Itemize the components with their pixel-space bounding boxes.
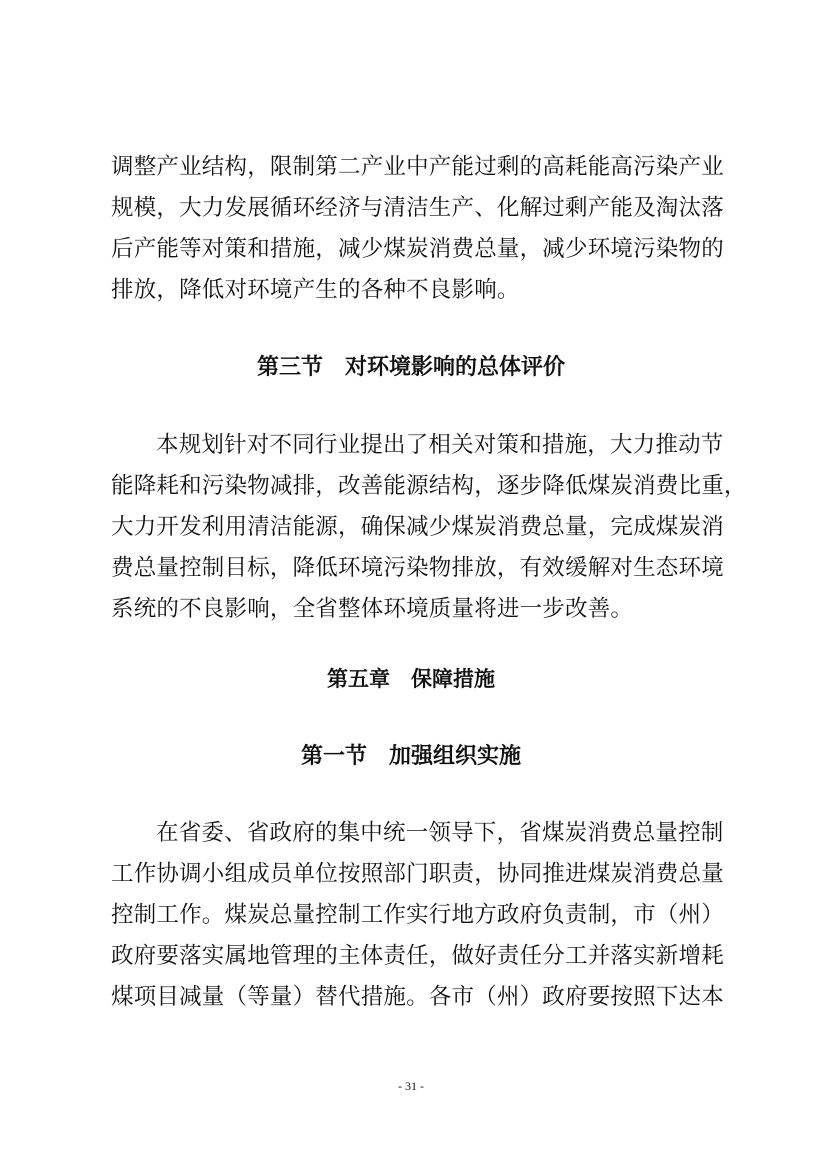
section-heading-organization: 第一节 加强组织实施 (300, 743, 521, 769)
paragraph-line: 大力开发利用清洁能源，确保减少煤炭消费总量，完成煤炭消 (111, 514, 724, 540)
paragraph-line: 费总量控制目标，降低环境污染物排放，有效缓解对生态环境 (111, 555, 724, 581)
paragraph-line: 政府要落实属地管理的主体责任，做好责任分工并落实新增耗 (111, 943, 724, 969)
paragraph-industry-structure (111, 147, 724, 311)
paragraph-organization (111, 813, 724, 1018)
paragraph-line: 能降耗和污染物减排，改善能源结构，逐步降低煤炭消费比重， (111, 473, 747, 499)
paragraph-line: 排放，降低对环境产生的各种不良影响。 (111, 277, 520, 303)
paragraph-line: 控制工作。煤炭总量控制工作实行地方政府负责制，市（州） (111, 902, 724, 928)
paragraph-line: 本规划针对不同行业提出了相关对策和措施，大力推动节 (156, 432, 724, 458)
paragraph-line: 规模，大力发展循环经济与清洁生产、化解过剩产能及淘汰落 (111, 195, 724, 221)
page-number: - 31 - (398, 1079, 424, 1093)
paragraph-overall-assessment (111, 425, 747, 630)
paragraph-line: 工作协调小组成员单位按照部门职责，协同推进煤炭消费总量 (111, 861, 724, 887)
chapter-heading-safeguards: 第五章 保障措施 (327, 667, 495, 691)
paragraph-line: 后产能等对策和措施，减少煤炭消费总量，减少环境污染物的 (111, 236, 724, 262)
paragraph-line: 调整产业结构，限制第二产业中产能过剩的高耗能高污染产业 (111, 154, 724, 180)
paragraph-line: 在省委、省政府的集中统一领导下，省煤炭消费总量控制 (156, 820, 724, 846)
paragraph-line: 系统的不良影响，全省整体环境质量将进一步改善。 (111, 596, 634, 622)
section-heading-overall-assessment: 第三节 对环境影响的总体评价 (256, 354, 565, 380)
paragraph-line: 煤项目减量（等量）替代措施。各市（州）政府要按照下达本 (111, 984, 724, 1010)
